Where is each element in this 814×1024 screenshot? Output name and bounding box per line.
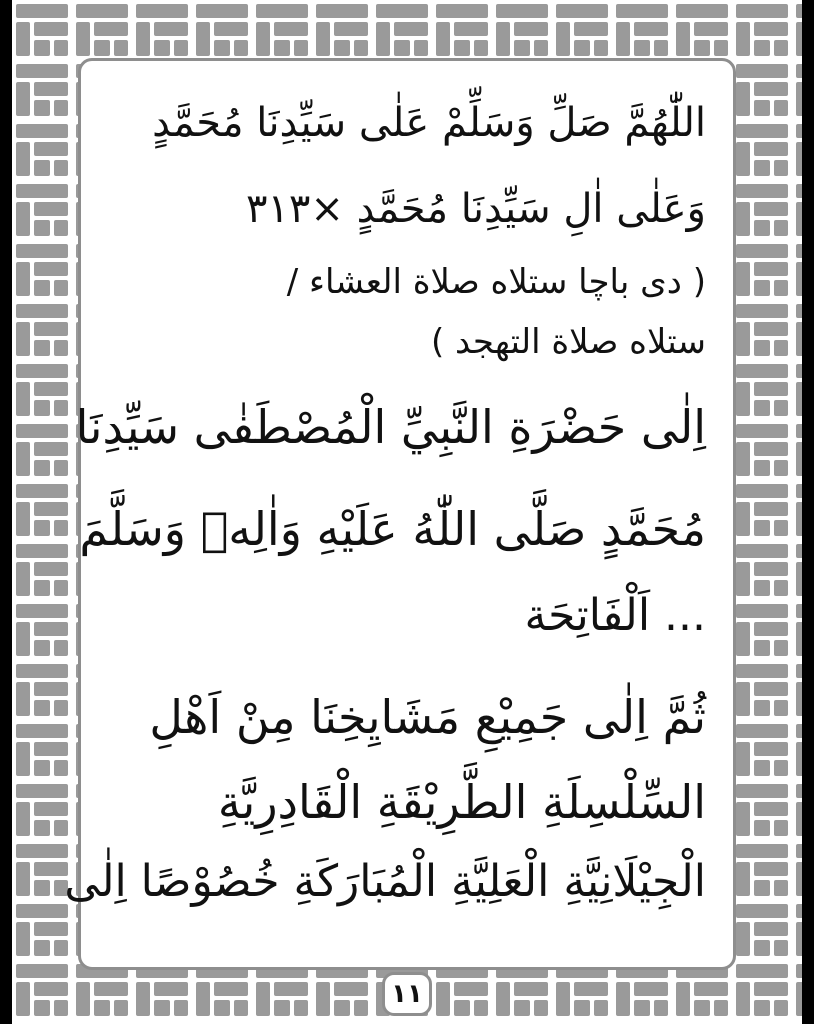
text-line-4: ستلاه صلاة التهجد )	[430, 322, 706, 362]
book-page	[12, 0, 802, 1024]
text-line-2: وَعَلٰى اٰلِ سَيِّدِنَا مُحَمَّدٍ ×٣١٣	[245, 186, 706, 232]
text-line-9: السِّلْسِلَةِ الطَّرِيْقَةِ الْقَادِرِيَّةِ	[217, 775, 706, 829]
text-line-5: اِلٰى حَضْرَةِ النَّبِيِّ الْمُصْطَفٰى سَيِّدِنَا	[75, 400, 706, 454]
page-number: ١١	[391, 979, 423, 1009]
text-line-1: اللّٰهُمَّ صَلِّ وَسَلِّمْ عَلٰى سَيِّدِنَا مُحَمَّدٍ	[152, 100, 706, 146]
page-number-badge	[382, 972, 432, 1016]
text-line-7: ... اَلْفَاتِحَة	[524, 590, 706, 641]
text-line-3: ( دى باچا ستلاه صلاة العشاء /	[286, 262, 706, 302]
text-line-8: ثُمَّ اِلٰى جَمِيْعِ مَشَايِخِنَا مِنْ اَهْلِ	[149, 690, 706, 744]
text-line-10: الْجِيْلَانِيَّةِ الْعَلِيَّةِ الْمُبَارَكَةِ خُصُوْصًا اِلٰى	[64, 856, 706, 907]
text-line-6: مُحَمَّدٍ صَلَّى اللّٰهُ عَلَيْهِ وَاٰلِهٖ وَسَلَّمَ	[79, 502, 706, 556]
